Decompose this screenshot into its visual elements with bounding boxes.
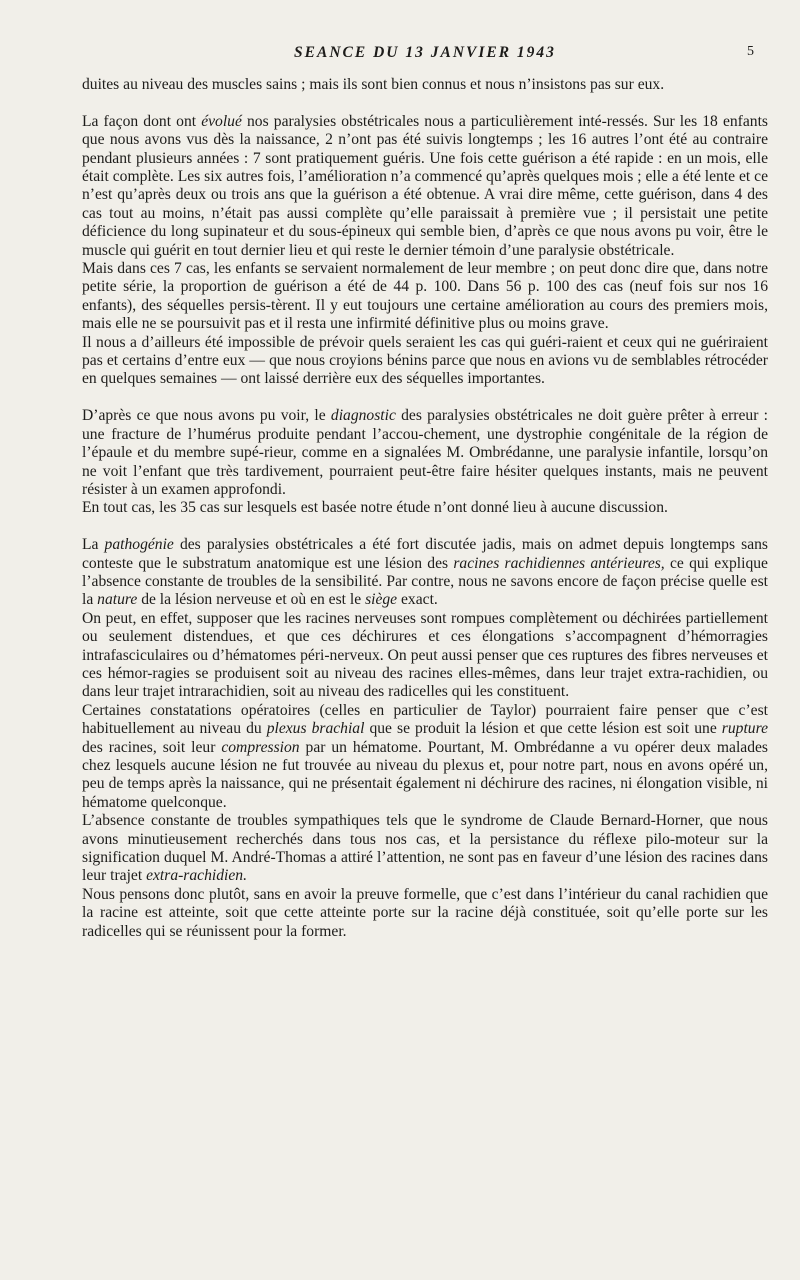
paragraph: On peut, en effet, supposer que les racines nerveuses sont rompues complètement ou déchirées partiellement ou seulement distendues, et que ces déchirures et ces élongations s’accompagnent d’hémorragies intrafasciculaires ou d’hématomes péri-nerveux. On peut aussi penser que ces ruptures des fibres nerveuses et ces hémor-ragies se produisent soit au niveau des racines elles-mêmes, dans leur trajet extra-rachidien, ou dans leur trajet intrarachidien, soit au niveau des radicelles qui les constituent. [82, 609, 768, 701]
text-run: La façon dont ont [82, 112, 202, 130]
italic-term: plexus brachial [266, 720, 365, 738]
text-run: des racines, soit leur [82, 738, 222, 756]
paragraph: Nous pensons donc plutôt, sans en avoir la preuve formelle, que c’est dans l’intérieur du canal rachidien que la racine est atteinte, soit que cette atteinte porte sur la racine déjà constituée, soit qu’elle porte sur les radicelles qui se réunissent pour la former. [82, 885, 768, 940]
italic-term: pathogénie [104, 536, 174, 554]
paragraph: En tout cas, les 35 cas sur lesquels est basée notre étude n’ont donné lieu à aucune discussion. [82, 499, 668, 517]
italic-term: diagnostic [330, 407, 396, 425]
paragraph [82, 407, 768, 499]
italic-term: siège [365, 591, 398, 609]
italic-term: extra-rachidien. [146, 867, 247, 885]
italic-term: nature [97, 591, 138, 609]
italic-term: compression [221, 738, 300, 756]
italic-term: racines rachidiennes antérieures, [453, 554, 665, 572]
paragraph: Mais dans ces 7 cas, les enfants se servaient normalement de leur membre ; on peut donc dire que, dans notre petite série, la proportion de guérison a été de 44 p. 100. Dans 56 p. 100 des cas (neuf fois sur nos 16 enfants), des séquelles persis-tèrent. Il y eut toujours une certaine amélioration au cours des premiers mois, mais elle ne se poursuivit pas et il resta une infirmité définitive plus ou moins grave. [82, 260, 768, 333]
text-run: des paralysies obstétricales a été fort discutée jadis, mais on admet depuis longtemps sans conteste que le substratum anatomique est une lésion des [82, 536, 768, 572]
paragraph: duites au niveau des muscles sains ; mais ils sont bien connus et nous n’insistons pas sur eux. [82, 76, 665, 93]
text-run: par un hématome. Pourtant, M. Ombrédanne a vu opérer deux malades chez lesquels aucune lésion ne fut trouvée au niveau du plexus et, pour notre part, nous en avons opéré un, peu de temps après la naissance, qui ne présentait également ni déchirure des racines, ni élongation visible, ni hématome quelconque. [82, 738, 768, 811]
text-run: D’après ce que nous avons pu voir, le [82, 407, 331, 425]
text-run: exact. [397, 591, 438, 609]
text-run: des paralysies obstétricales ne doit guère prêter à erreur : une fracture de l’humérus produite pendant l’accou-chement, une dystrophie congénitale de la région de l’épaule et du membre supé-rieur, comme en a signalées M. Ombrédanne, une paralysie infantile, lorsqu’on ne voit l’enfant que très tardivement, pourraient peut-être faire hésiter quelques instants, mais ne peuvent résister à un examen approfondi. [82, 407, 768, 498]
text-run: nos paralysies obstétricales nous a particulièrement inté-ressés. Sur les 18 enfants que nous avons vus dès la naissance, 2 n’ont pas été suivis longtemps ; les 16 autres l’ont été au contraire pendant plusieurs années : 7 sont pratiquement guéris. Une fois cette guérison a été rapide : en un mois, elle était complète. Les six autres fois, l’amélioration n’a commencé qu’après quelques mois ; elle a été lente et ce n’est qu’après deux ou trois ans que la guérison a été obtenue. A vrai dire même, cette guérison, dans 4 des cas tout au moins, n’était pas aussi complète qu’elle paraissait à première vue ; il persistait une petite déficience du long supinateur et du sous-épineux qui semble bien, d’après ce que nous avons pu voir, être le muscle qui guérit en tout dernier lieu et qui reste le dernier témoin d’une paralysie obstétricale. [82, 112, 768, 259]
paragraph [82, 113, 768, 260]
text-run: ce qui explique l’absence constante de troubles de la sensibilité. Par contre, nous ne savons encore de façon précise quelle est la [82, 554, 768, 609]
page-number: 5 [747, 44, 754, 59]
paragraph [82, 812, 768, 886]
text-run: La [82, 536, 105, 554]
text-run: de la lésion nerveuse et où en est le [137, 591, 366, 609]
running-head [82, 44, 768, 68]
paragraph [82, 536, 768, 610]
text-run: Certaines constatations opératoires (celles en particulier de Taylor) pourraient faire penser que c’est habituellement au niveau du [82, 701, 768, 738]
paragraph [82, 702, 768, 812]
text-run: que se produit la lésion et que cette lésion est soit une [364, 720, 722, 738]
text-run: L’absence constante de troubles sympathiques tels que le syndrome de Claude Bernard-Horner, que nous avons minutieusement recherchés dans tous nos cas, et la persistance du réflexe pilo-moteur sur la signification duquel M. André-Thomas a attiré l’attention, ne sont pas en faveur d’une lésion des racines dans leur trajet [82, 812, 768, 885]
body-text [82, 76, 768, 941]
italic-term: évolué [201, 112, 242, 130]
running-title: SEANCE DU 13 JANVIER 1943 [294, 44, 556, 61]
italic-term: rupture [721, 720, 768, 738]
paragraph: Il nous a d’ailleurs été impossible de prévoir quels seraient les cas qui guéri-raient et ceux qui ne guériraient pas et certains d’entre eux — que nous croyions bénins parce que nous en avions vu de semblables rétrocéder en quelques semaines — ont laissé derrière eux des séquelles importantes. [82, 333, 768, 388]
